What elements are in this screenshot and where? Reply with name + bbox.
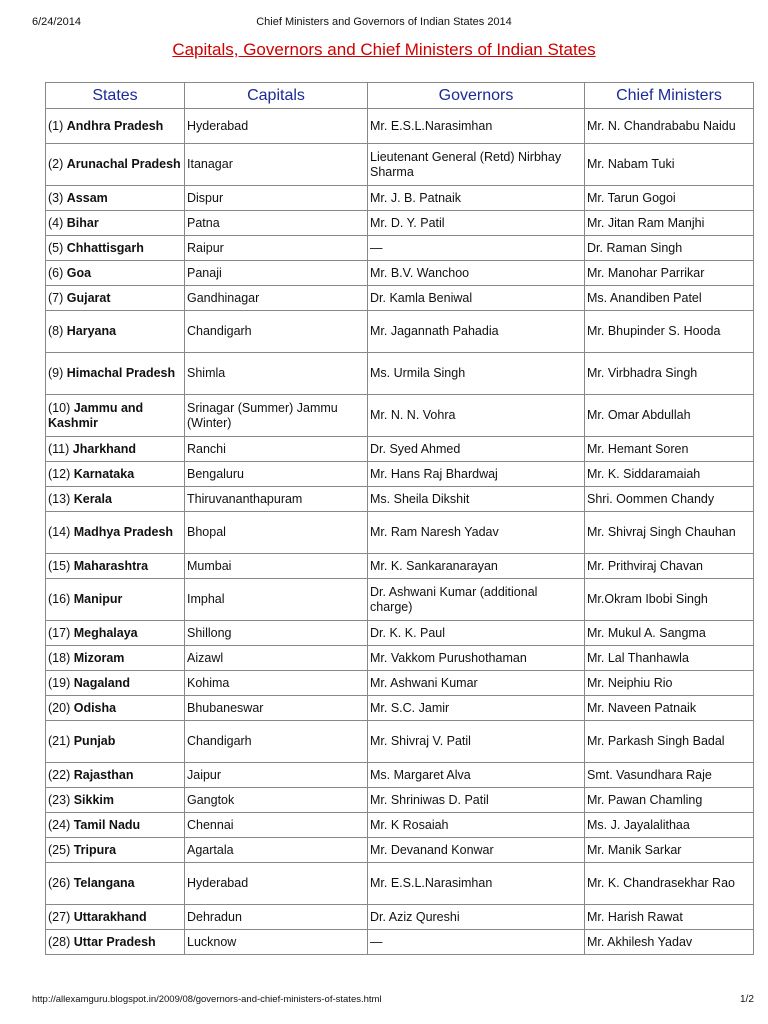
table-header-row xyxy=(46,83,754,109)
state-number: (15) xyxy=(48,558,71,573)
chief-minister-cell: Mr. K. Siddaramaiah xyxy=(585,462,754,487)
state-cell xyxy=(46,863,185,905)
capital-cell: Bengaluru xyxy=(185,462,368,487)
state-cell xyxy=(46,437,185,462)
governor-cell: Dr. Kamla Beniwal xyxy=(368,286,585,311)
state-name: Bihar xyxy=(66,215,99,230)
capital-cell: Aizawl xyxy=(185,646,368,671)
state-number: (12) xyxy=(48,466,71,481)
capital-cell: Hyderabad xyxy=(185,863,368,905)
chief-minister-cell: Mr. N. Chandrababu Naidu xyxy=(585,109,754,144)
table-row xyxy=(46,721,754,763)
state-cell xyxy=(46,579,185,621)
state-number: (3) xyxy=(48,190,64,205)
state-number: (16) xyxy=(48,592,71,606)
state-number: (27) xyxy=(48,909,71,924)
state-name: Kerala xyxy=(73,491,112,506)
page-number: 1/2 xyxy=(740,994,754,1005)
state-number: (4) xyxy=(48,215,64,230)
governor-cell: Mr. Ashwani Kumar xyxy=(368,671,585,696)
state-cell xyxy=(46,621,185,646)
governor-cell: Dr. Ashwani Kumar (additional charge) xyxy=(368,579,585,621)
state-cell xyxy=(46,905,185,930)
table-row xyxy=(46,487,754,512)
state-name: Goa xyxy=(66,265,92,280)
state-name: Sikkim xyxy=(73,792,115,807)
governor-cell: Ms. Urmila Singh xyxy=(368,353,585,395)
state-name: Telangana xyxy=(73,876,135,890)
table-row xyxy=(46,144,754,186)
chief-minister-cell: Mr.Okram Ibobi Singh xyxy=(585,579,754,621)
capital-cell: Mumbai xyxy=(185,554,368,579)
state-name: Himachal Pradesh xyxy=(66,366,176,380)
table-row xyxy=(46,462,754,487)
table-row xyxy=(46,788,754,813)
chief-minister-cell: Ms. Anandiben Patel xyxy=(585,286,754,311)
table-row xyxy=(46,579,754,621)
chief-minister-cell: Ms. J. Jayalalithaa xyxy=(585,813,754,838)
governor-cell: — xyxy=(368,930,585,955)
state-cell xyxy=(46,696,185,721)
governor-cell: Mr. N. N. Vohra xyxy=(368,395,585,437)
capital-cell: Chandigarh xyxy=(185,311,368,353)
state-name: Karnataka xyxy=(73,466,135,481)
state-cell xyxy=(46,930,185,955)
governor-cell: Mr. Devanand Konwar xyxy=(368,838,585,863)
table-row xyxy=(46,512,754,554)
table-row xyxy=(46,311,754,353)
state-number: (20) xyxy=(48,700,71,715)
chief-minister-cell: Mr. Hemant Soren xyxy=(585,437,754,462)
governor-cell: Dr. Aziz Qureshi xyxy=(368,905,585,930)
state-cell xyxy=(46,186,185,211)
print-date: 6/24/2014 xyxy=(32,16,81,28)
table-row xyxy=(46,763,754,788)
chief-minister-cell: Mr. Neiphiu Rio xyxy=(585,671,754,696)
state-number: (22) xyxy=(48,767,71,782)
governor-cell: Mr. Jagannath Pahadia xyxy=(368,311,585,353)
chief-minister-cell: Mr. Bhupinder S. Hooda xyxy=(585,311,754,353)
column-header-governors: Governors xyxy=(368,83,585,109)
governor-cell: Mr. E.S.L.Narasimhan xyxy=(368,109,585,144)
state-name: Chhattisgarh xyxy=(66,240,144,255)
chief-minister-cell: Mr. K. Chandrasekhar Rao xyxy=(585,863,754,905)
state-number: (18) xyxy=(48,650,71,665)
table-row xyxy=(46,838,754,863)
capital-cell: Gandhinagar xyxy=(185,286,368,311)
table-row xyxy=(46,353,754,395)
state-cell xyxy=(46,462,185,487)
chief-minister-cell: Mr. Pawan Chamling xyxy=(585,788,754,813)
state-name: Jharkhand xyxy=(72,441,137,456)
state-number: (11) xyxy=(48,441,70,456)
state-cell xyxy=(46,512,185,554)
state-name: Arunachal Pradesh xyxy=(66,157,181,171)
state-number: (25) xyxy=(48,842,71,857)
chief-minister-cell: Mr. Jitan Ram Manjhi xyxy=(585,211,754,236)
governor-cell: — xyxy=(368,236,585,261)
capital-cell: Gangtok xyxy=(185,788,368,813)
state-name: Uttarakhand xyxy=(73,909,147,924)
state-name: Odisha xyxy=(73,700,117,715)
capital-cell: Hyderabad xyxy=(185,109,368,144)
governor-cell: Mr. B.V. Wanchoo xyxy=(368,261,585,286)
state-name: Jammu and Kashmir xyxy=(48,400,144,430)
chief-minister-cell: Mr. Nabam Tuki xyxy=(585,144,754,186)
governor-cell: Mr. E.S.L.Narasimhan xyxy=(368,863,585,905)
column-header-capitals: Capitals xyxy=(185,83,368,109)
state-number: (19) xyxy=(48,675,71,690)
table-row xyxy=(46,437,754,462)
governor-cell: Ms. Margaret Alva xyxy=(368,763,585,788)
state-number: (8) xyxy=(48,324,64,338)
state-cell xyxy=(46,671,185,696)
capital-cell: Chennai xyxy=(185,813,368,838)
table-row xyxy=(46,621,754,646)
state-number: (26) xyxy=(48,876,71,890)
state-name: Nagaland xyxy=(73,675,130,690)
table-row xyxy=(46,236,754,261)
governor-cell: Mr. Ram Naresh Yadav xyxy=(368,512,585,554)
table-row xyxy=(46,813,754,838)
governor-cell: Dr. Syed Ahmed xyxy=(368,437,585,462)
capital-cell: Kohima xyxy=(185,671,368,696)
capital-cell: Jaipur xyxy=(185,763,368,788)
state-name: Mizoram xyxy=(73,650,125,665)
table-row xyxy=(46,905,754,930)
footer-url: http://allexamguru.blogspot.in/2009/08/governors-and-chief-ministers-of-states.html xyxy=(32,994,382,1005)
chief-minister-cell: Mr. Shivraj Singh Chauhan xyxy=(585,512,754,554)
state-number: (7) xyxy=(48,290,64,305)
capital-cell: Itanagar xyxy=(185,144,368,186)
state-name: Meghalaya xyxy=(73,625,138,640)
state-cell xyxy=(46,487,185,512)
table-row xyxy=(46,671,754,696)
state-cell xyxy=(46,353,185,395)
state-number: (23) xyxy=(48,792,71,807)
state-number: (24) xyxy=(48,817,71,832)
table-row xyxy=(46,930,754,955)
state-cell xyxy=(46,109,185,144)
state-cell xyxy=(46,721,185,763)
state-cell xyxy=(46,311,185,353)
state-number: (2) xyxy=(48,157,64,171)
state-cell xyxy=(46,646,185,671)
capital-cell: Bhopal xyxy=(185,512,368,554)
state-number: (28) xyxy=(48,934,71,949)
state-name: Maharashtra xyxy=(73,558,149,573)
capital-cell: Raipur xyxy=(185,236,368,261)
chief-minister-cell: Mr. Akhilesh Yadav xyxy=(585,930,754,955)
chief-minister-cell: Mr. Tarun Gogoi xyxy=(585,186,754,211)
state-name: Rajasthan xyxy=(73,767,134,782)
state-cell xyxy=(46,554,185,579)
capital-cell: Imphal xyxy=(185,579,368,621)
state-name: Madhya Pradesh xyxy=(73,525,174,539)
chief-minister-cell: Mr. Lal Thanhawla xyxy=(585,646,754,671)
table-row xyxy=(46,395,754,437)
print-header-title: Chief Ministers and Governors of Indian States 2014 xyxy=(256,16,512,28)
capital-cell: Thiruvananthapuram xyxy=(185,487,368,512)
governor-cell: Ms. Sheila Dikshit xyxy=(368,487,585,512)
table-row xyxy=(46,863,754,905)
page-title: Capitals, Governors and Chief Ministers of Indian States xyxy=(172,40,596,59)
chief-minister-cell: Mr. Prithviraj Chavan xyxy=(585,554,754,579)
state-name: Punjab xyxy=(73,734,116,748)
table-row xyxy=(46,554,754,579)
capital-cell: Dehradun xyxy=(185,905,368,930)
chief-minister-cell: Mr. Manohar Parrikar xyxy=(585,261,754,286)
states-table xyxy=(45,82,754,955)
state-name: Andhra Pradesh xyxy=(66,118,164,133)
column-header-states: States xyxy=(46,83,185,109)
governor-cell: Mr. D. Y. Patil xyxy=(368,211,585,236)
state-cell xyxy=(46,211,185,236)
chief-minister-cell: Mr. Omar Abdullah xyxy=(585,395,754,437)
state-cell xyxy=(46,838,185,863)
chief-minister-cell: Mr. Virbhadra Singh xyxy=(585,353,754,395)
chief-minister-cell: Mr. Parkash Singh Badal xyxy=(585,721,754,763)
capital-cell: Chandigarh xyxy=(185,721,368,763)
state-number: (21) xyxy=(48,734,71,748)
governor-cell: Mr. S.C. Jamir xyxy=(368,696,585,721)
state-name: Tripura xyxy=(73,842,117,857)
state-name: Gujarat xyxy=(66,290,111,305)
chief-minister-cell: Mr. Harish Rawat xyxy=(585,905,754,930)
chief-minister-cell: Mr. Naveen Patnaik xyxy=(585,696,754,721)
governor-cell: Mr. J. B. Patnaik xyxy=(368,186,585,211)
state-name: Tamil Nadu xyxy=(73,817,141,832)
state-cell xyxy=(46,395,185,437)
chief-minister-cell: Mr. Manik Sarkar xyxy=(585,838,754,863)
state-number: (6) xyxy=(48,265,64,280)
table-row xyxy=(46,286,754,311)
governor-cell: Mr. Hans Raj Bhardwaj xyxy=(368,462,585,487)
governor-cell: Mr. Shriniwas D. Patil xyxy=(368,788,585,813)
table-row xyxy=(46,696,754,721)
table-row xyxy=(46,109,754,144)
state-name: Manipur xyxy=(73,592,123,606)
state-cell xyxy=(46,236,185,261)
capital-cell: Shillong xyxy=(185,621,368,646)
capital-cell: Srinagar (Summer) Jammu (Winter) xyxy=(185,395,368,437)
table-row xyxy=(46,211,754,236)
state-cell xyxy=(46,286,185,311)
table-row xyxy=(46,261,754,286)
state-cell xyxy=(46,763,185,788)
table-row xyxy=(46,186,754,211)
state-number: (1) xyxy=(48,118,64,133)
state-name: Assam xyxy=(66,190,108,205)
table-row xyxy=(46,646,754,671)
governor-cell: Dr. K. K. Paul xyxy=(368,621,585,646)
state-number: (14) xyxy=(48,525,71,539)
chief-minister-cell: Dr. Raman Singh xyxy=(585,236,754,261)
capital-cell: Lucknow xyxy=(185,930,368,955)
state-cell xyxy=(46,813,185,838)
state-number: (13) xyxy=(48,491,71,506)
state-number: (5) xyxy=(48,240,64,255)
state-cell xyxy=(46,261,185,286)
state-number: (9) xyxy=(48,366,64,380)
capital-cell: Agartala xyxy=(185,838,368,863)
governor-cell: Mr. Shivraj V. Patil xyxy=(368,721,585,763)
governor-cell: Mr. K. Sankaranarayan xyxy=(368,554,585,579)
governor-cell: Mr. K Rosaiah xyxy=(368,813,585,838)
table-body xyxy=(46,109,754,955)
state-name: Uttar Pradesh xyxy=(73,934,156,949)
state-number: (17) xyxy=(48,625,71,640)
column-header-chief-ministers: Chief Ministers xyxy=(585,83,754,109)
capital-cell: Dispur xyxy=(185,186,368,211)
capital-cell: Ranchi xyxy=(185,437,368,462)
state-name: Haryana xyxy=(66,324,117,338)
chief-minister-cell: Smt. Vasundhara Raje xyxy=(585,763,754,788)
chief-minister-cell: Mr. Mukul A. Sangma xyxy=(585,621,754,646)
capital-cell: Shimla xyxy=(185,353,368,395)
state-cell xyxy=(46,788,185,813)
capital-cell: Bhubaneswar xyxy=(185,696,368,721)
state-cell xyxy=(46,144,185,186)
state-number: (10) xyxy=(48,400,71,415)
capital-cell: Panaji xyxy=(185,261,368,286)
chief-minister-cell: Shri. Oommen Chandy xyxy=(585,487,754,512)
governor-cell: Lieutenant General (Retd) Nirbhay Sharma xyxy=(368,144,585,186)
governor-cell: Mr. Vakkom Purushothaman xyxy=(368,646,585,671)
capital-cell: Patna xyxy=(185,211,368,236)
